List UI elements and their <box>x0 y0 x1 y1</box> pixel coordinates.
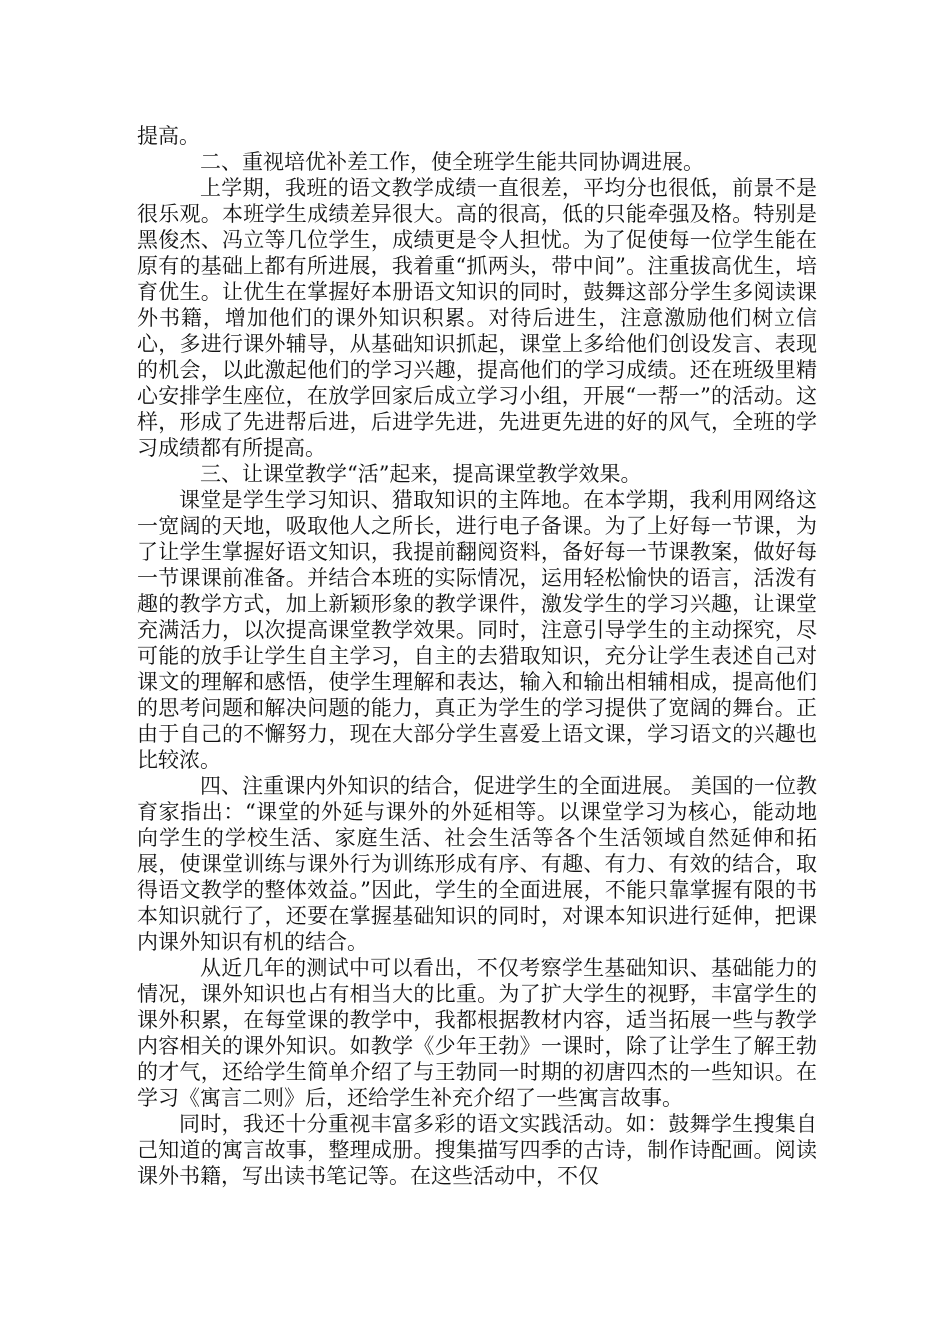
section-heading-2: 二、重视培优补差工作，使全班学生能共同协调进展。 <box>200 150 704 174</box>
paragraph-classroom: 课堂是学生学习知识、猎取知识的主阵地。在本学期，我利用网络这一宽阔的天地，吸取他人之所长，进行电子备课。为了上好每一节课，为了让学生掌握好语文知识，我提前翻阅资料，备好每一节课教案，做好每一节课课前准备。并结合本班的实际情况，运用轻松愉快的语言，活泼有趣的教学方式，加上新颖形象的教学课件，激发学生的学习兴趣，让课堂充满活力，以次提高课堂教学效果。同时，注意引导学生的主动探究，尽可能的放手让学生自主学习，自主的去猎取知识，充分让学生表述自己对课文的理解和感悟，使学生理解和表达，输入和输出相辅相成，提高他们的思考问题和解决问题的能力，真正为学生的学习提供了宽阔的舞台。正由于自己的不懈努力，现在大部分学生喜爱上语文课，学习语文的兴趣也比较浓。 <box>137 488 817 772</box>
section-heading-4: 四、注重课内外知识的结合，促进学生的全面进展。 美国的一位教育家指出：“课堂的外延与课外的外延相等。以课堂学习为核心，能动地向学生的学校生活、家庭生活、社会生活等各个生活领域自然延伸和拓展，使课堂训练与课外行为训练形成有序、有趣、有力、有效的结合，取得语文教学的整体效益。”因此，学生的全面进展，不能只靠掌握有限的书本知识就行了，还要在掌握基础知识的同时，对课本知识进行延伸，把课内课外知识有机的结合。 <box>137 774 817 954</box>
paragraph-tests: 从近几年的测试中可以看出，不仅考察学生基础知识、基础能力的情况，课外知识也占有相当大的比重。为了扩大学生的视野，丰富学生的课外积累，在每堂课的教学中，我都根据教材内容，适当拓展一些与教学内容相关的课外知识。如教学《少年王勃》一课时，除了让学生了解王勃的才气，还给学生简单介绍了与王勃同一时期的初唐四杰的一些知识。在学习《寓言二则》后，还给学生补充介绍了一些寓言故事。 <box>137 956 817 1110</box>
document-page <box>137 123 817 1189</box>
paragraph-activities: 同时，我还十分重视丰富多彩的语文实践活动。如：鼓舞学生搜集自己知道的寓言故事，整理成册。搜集描写四季的古诗，制作诗配画。阅读课外书籍，写出读书笔记等。在这些活动中，不仅 <box>137 1112 817 1188</box>
paragraph-continuation: 提高。 <box>137 124 200 148</box>
section-heading-3: 三、让课堂教学“活”起来，提高课堂教学效果。 <box>200 462 642 486</box>
paragraph-tutoring: 上学期，我班的语文教学成绩一直很差，平均分也很低，前景不是很乐观。本班学生成绩差异很大。高的很高，低的只能牵强及格。特别是黑俊杰、冯立等几位学生，成绩更是令人担忧。为了促使每一位学生能在原有的基础上都有所进展，我着重“抓两头，带中间”。注重拔高优生，培育优生。让优生在掌握好本册语文知识的同时，鼓舞这部分学生多阅读课外书籍，增加他们的课外知识积累。对待后进生，注意激励他们树立信心，多进行课外辅导，从基础知识抓起，课堂上多给他们创设发言、表现的机会，以此激起他们的学习兴趣，提高他们的学习成绩。还在班级里精心安排学生座位，在放学回家后成立学习小组，开展“一帮一”的活动。这样，形成了先进帮后进，后进学先进，先进更先进的好的风气，全班的学习成绩都有所提高。 <box>137 176 817 460</box>
